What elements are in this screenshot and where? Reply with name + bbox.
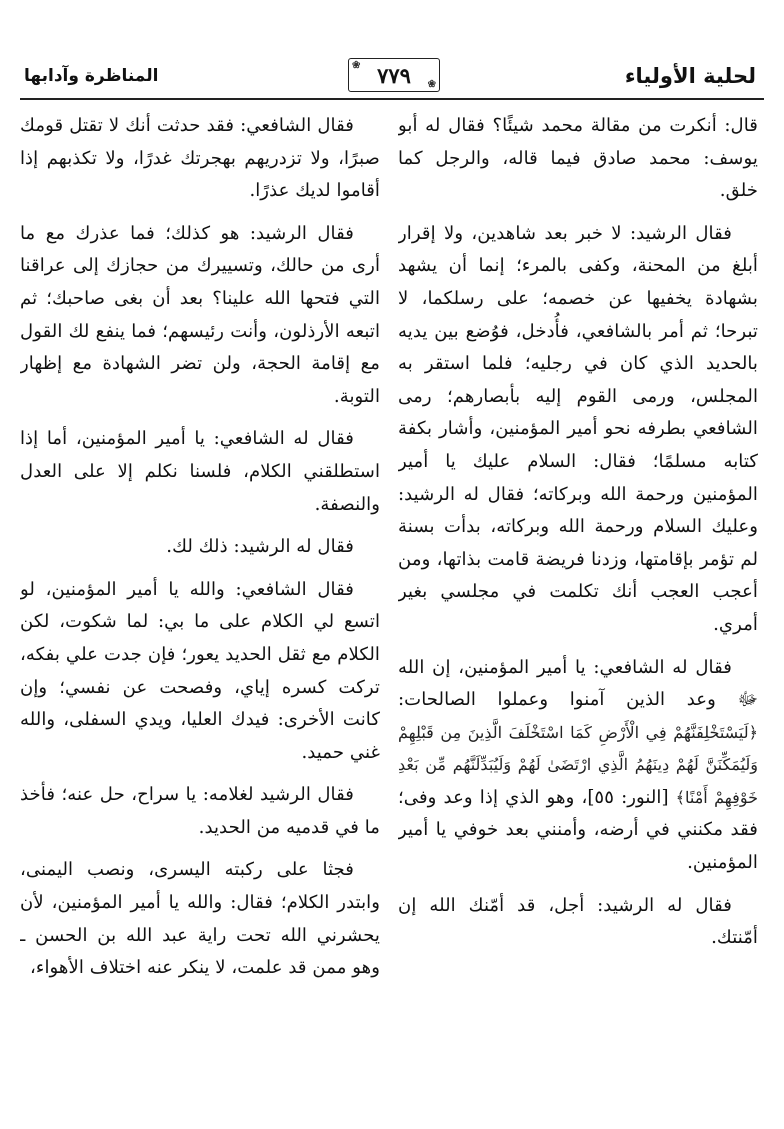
paragraph: قال: أنكرت من مقالة محمد شيئًا؟ فقال له أبو يوسف: محمد صادق فيما قاله، والرجل كما خلق. xyxy=(398,115,758,202)
ornament-icon: ❀ xyxy=(352,60,361,71)
paragraph: فقال الشافعي: فقد حدثت أنك لا تقتل قومك صبرًا، ولا تزدريهم بهجرتك غدرًا، ولا تكذبهم إذا أقاموا لديك عذرًا. xyxy=(20,115,380,202)
paragraph: فقال له الرشيد: أجل، قد أمّنك الله إن أمّنتك. xyxy=(398,894,758,949)
paragraph: فقال الرشيد: هو كذلك؛ فما عذرك مع ما أرى من حالك، وتسييرك من حجازك إلى عراقنا التي فتحها الله علينا؟ بعد أن بغى صاحبك؛ ثم اتبعه الأرذلون، وأنت رئيسهم؛ فما ينفع لك القول مع إقامة الحجة، ولن تضر الشهادة مع إظهار التوبة. xyxy=(20,222,380,407)
paragraph: فقال الرشيد لغلامه: يا سراح، حل عنه؛ فأخذ ما في قدميه من الحديد. xyxy=(20,784,380,838)
paragraph: فجثا على ركبته اليسرى، ونصب اليمنى، وابتدر الكلام؛ فقال: والله يا أمير المؤمنين، لأن يحشرني الله تحت راية عبد الله بن الحسن ـ وهو ممن قد علمت، لا ينكر عنه اختلاف الأهواء، xyxy=(20,859,380,979)
header-rule xyxy=(20,98,764,100)
paragraph: فقال الرشيد: لا خبر بعد شاهدين، ولا إقرار أبلغ من المحنة، وكفى بالمرء؛ إنما أن يشهد بشهادة يخفيها عن خصمه؛ على رسلكما، لا تبرحا؛ ثم أمر بالشافعي، فأُدخل، فوُضع بين يديه بالحديد الذي كان في رجليه؛ فلما استقر به المجلس، ورمى القوم إليه بأبصارهم؛ رمى الشافعي بطرفه نحو أمير المؤمنين، وأشار بكفة كتابه مسلمًا؛ فقال: السلام عليك يا أمير المؤمنين ورحمة الله وبركاته؛ فقال له الرشيد: وعليك السلام ورحمة الله وبركاته، بدأت بسنة لم تؤمر بإقامتها، وزدنا فريضة قامت بذاتها، ومن أعجب العجب أنك تكلمت في مجلسي بغير أمري. xyxy=(398,222,758,635)
paragraph xyxy=(398,652,758,880)
page-number-box xyxy=(348,58,440,92)
page-number: ٧٧٩ xyxy=(377,62,411,88)
right-column xyxy=(398,110,758,1113)
quran-verse: ﴿لَيَسْتَخْلِفَنَّهُمْ فِي الْأَرْضِ كَمَا اسْتَخْلَفَ الَّذِينَ مِن قَبْلِهِمْ وَلَيُمَكِّنَنَّ لَهُمْ دِينَهُمُ الَّذِي ارْتَضَىٰ لَهُمْ وَلَيُبَدِّلَنَّهُم مِّن بَعْدِ خَوْفِهِمْ أَمْنًا﴾ xyxy=(398,722,758,807)
paragraph: فقال الشافعي: والله يا أمير المؤمنين، لو اتسع لي الكلام على ما بي: لما شكوت، لكن الكلام مع ثقل الحديد يعور؛ فإن جدت علي بفكه، تركت كسره إياي، وفصحت عن نفسي؛ وإن كانت الأخرى: فيدك العليا، ويدي السفلى، والله غني حميد. xyxy=(20,578,380,763)
paragraph: فقال له الرشيد: ذلك لك. xyxy=(166,536,354,558)
paragraph: فقال له الشافعي: يا أمير المؤمنين، أما إذا استطلقني الكلام، فلسنا نكلم إلا على العدل والنصفة. xyxy=(20,428,380,515)
section-title: المناظرة وآدابها xyxy=(24,66,159,86)
book-title: لحلية الأولياء xyxy=(624,64,756,88)
ornament-icon: ❀ xyxy=(427,79,436,90)
paragraph-text: [النور: ٥٥]، وهو الذي إذا وعد وفى؛ فقد مكنني في أرضه، وأمنني بعد خوفي يا أمير المؤمنين. xyxy=(398,786,758,874)
left-column xyxy=(20,110,380,1113)
paragraph-text: فقال له الشافعي: يا أمير المؤمنين، إن الله ﷻ وعد الذين آمنوا وعملوا الصالحات: xyxy=(398,656,758,711)
page-header xyxy=(20,58,764,98)
